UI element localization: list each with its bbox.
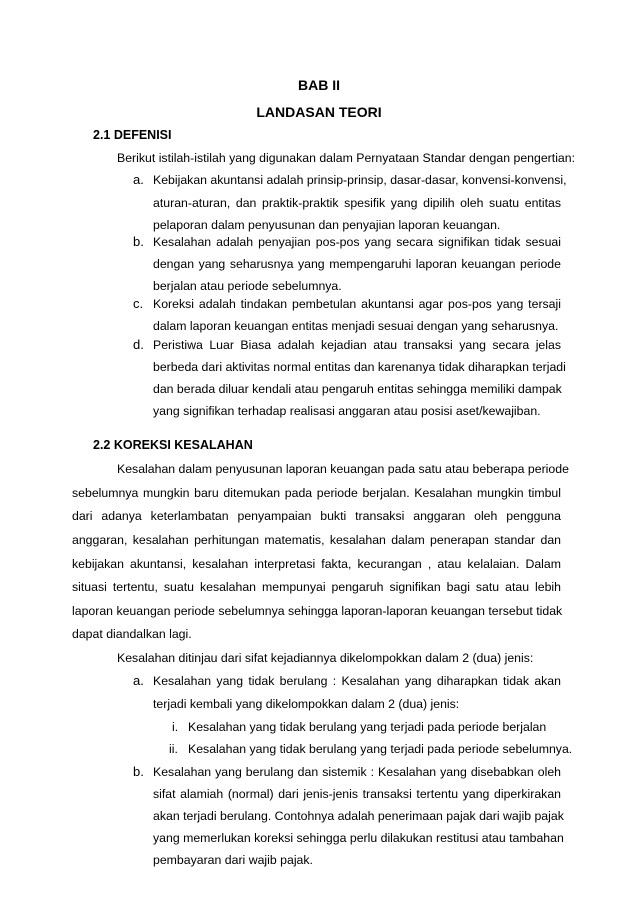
list-item-line: dengan yang seharusnya yang mempengaruhi laporan keuangan periode xyxy=(153,257,561,271)
paragraph-line: dari adanya keterlambatan penyampaian bukti transaksi anggaran oleh pengguna xyxy=(72,509,561,523)
list-item-line: dan berada diluar kendali atau pengaruh entitas sehingga memiliki dampak xyxy=(153,382,562,396)
list-item-line: pembayaran dari wajib pajak. xyxy=(153,853,313,867)
sublist-marker: i. xyxy=(172,720,179,734)
sublist-item: Kesalahan yang tidak berulang yang terjadi pada periode berjalan xyxy=(188,720,547,734)
list-item-line: sifat alamiah (normal) dari jenis-jenis transaksi tertentu yang diperkirakan xyxy=(153,787,561,801)
list-item-line: terjadi kembali yang dikelompokkan dalam 2 (dua) jenis: xyxy=(153,697,460,711)
list-item-line: berbeda dari aktivitas normal entitas dan karenanya tidak diharapkan terjadi xyxy=(153,360,566,374)
list-item-line: Koreksi adalah tindakan pembetulan akuntansi agar pos-pos yang tersaji xyxy=(153,297,561,311)
list-item-line: Kebijakan akuntansi adalah prinsip-prinsip, dasar-dasar, konvensi-konvensi, xyxy=(153,173,567,187)
list-marker: b. xyxy=(133,234,144,249)
list-item-line: berjalan atau periode sebelumnya. xyxy=(153,279,342,293)
list-item-line: Kesalahan yang tidak berulang : Kesalahan yang diharapkan tidak akan xyxy=(153,674,561,688)
paragraph-line: situasi tertentu, suatu kesalahan mempunyai pengaruh signifikan bagi satu atau lebih xyxy=(72,580,561,594)
chapter-label: BAB II xyxy=(298,77,340,93)
list-marker: a. xyxy=(133,673,144,688)
list-item-line: pelaporan dalam penyusunan dan penyajian laporan keuangan. xyxy=(153,218,501,232)
list-item-line: aturan-aturan, dan praktik-praktik spesifik yang dipilih oleh suatu entitas xyxy=(153,196,561,210)
paragraph-line: kebijakan akuntansi, kesalahan interpretasi fakta, kecurangan , atau kelalaian. Dalam xyxy=(72,557,561,571)
section-heading-defenisi: 2.1 DEFENISI xyxy=(93,128,172,142)
sublist-marker: ii. xyxy=(169,742,178,756)
list-marker: a. xyxy=(133,172,144,187)
list-item-line: yang memerlukan koreksi sehingga perlu dilakukan restitusi atau tambahan xyxy=(153,831,564,845)
section-heading-koreksi: 2.2 KOREKSI KESALAHAN xyxy=(93,438,253,452)
section-intro: Berikut istilah-istilah yang digunakan dalam Pernyataan Standar dengan pengertian: xyxy=(117,151,576,165)
list-marker: c. xyxy=(133,296,144,311)
paragraph-intro: Kesalahan ditinjau dari sifat kejadiannya dikelompokkan dalam 2 (dua) jenis: xyxy=(117,651,534,665)
list-item-line: dalam laporan keuangan entitas menjadi sesuai dengan yang seharusnya. xyxy=(153,319,559,333)
list-item-line: yang signifikan terhadap realisasi anggaran atau posisi aset/kewajiban. xyxy=(153,404,541,418)
list-marker: b. xyxy=(133,764,144,779)
paragraph-line: laporan keuangan periode sebelumnya sehingga laporan-laporan keuangan tersebut tidak xyxy=(72,604,563,618)
list-marker: d. xyxy=(133,337,144,352)
list-item-line: Peristiwa Luar Biasa adalah kejadian atau transaksi yang secara jelas xyxy=(153,338,561,352)
sublist-item: Kesalahan yang tidak berulang yang terjadi pada periode sebelumnya. xyxy=(188,742,573,756)
list-item-line: Kesalahan yang berulang dan sistemik : Kesalahan yang disebabkan oleh xyxy=(153,765,561,779)
paragraph-line: sebelumnya mungkin baru ditemukan pada periode berjalan. Kesalahan mungkin timbul xyxy=(72,486,561,500)
list-item-line: akan terjadi berulang. Contohnya adalah penerimaan pajak dari wajib pajak xyxy=(153,809,564,823)
chapter-title: LANDASAN TEORI xyxy=(256,104,382,120)
list-item-line: Kesalahan adalah penyajian pos-pos yang secara signifikan tidak sesuai xyxy=(153,235,561,249)
paragraph-line: dapat diandalkan lagi. xyxy=(72,627,192,641)
paragraph-line: Kesalahan dalam penyusunan laporan keuangan pada satu atau beberapa periode xyxy=(117,462,569,476)
paragraph-line: anggaran, kesalahan perhitungan matematis, kesalahan dalam penerapan standar dan xyxy=(72,533,561,547)
